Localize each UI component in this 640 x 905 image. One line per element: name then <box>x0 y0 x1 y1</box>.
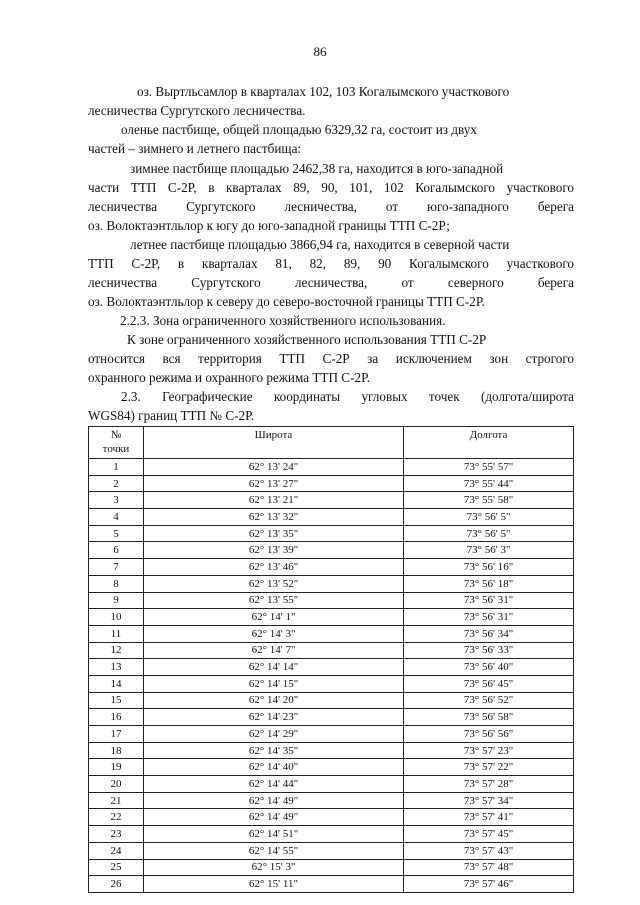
cell-point-number: 4 <box>89 509 144 526</box>
cell-latitude: 62° 14' 15" <box>144 675 404 692</box>
paragraph-line: оз. Выртльсамлор в кварталах 102, 103 Когалымского участкового <box>137 84 510 99</box>
paragraph-line: ТТП С-2Р, в кварталах 81, 82, 89, 90 Когалымского участкового <box>88 256 574 271</box>
table-row <box>89 475 574 492</box>
paragraph-line: лесничества Сургутского лесничества. <box>88 103 306 118</box>
cell-point-number: 7 <box>89 559 144 576</box>
cell-point-number: 15 <box>89 692 144 709</box>
table-row <box>89 692 574 709</box>
cell-longitude: 73° 56' 5" <box>404 509 574 526</box>
cell-latitude: 62° 13' 52" <box>144 575 404 592</box>
cell-point-number: 26 <box>89 876 144 893</box>
cell-latitude: 62° 14' 55" <box>144 842 404 859</box>
table-row <box>89 659 574 676</box>
cell-point-number: 8 <box>89 575 144 592</box>
cell-longitude: 73° 56' 45" <box>404 675 574 692</box>
cell-latitude: 62° 13' 21" <box>144 492 404 509</box>
cell-point-number: 1 <box>89 459 144 476</box>
cell-longitude: 73° 57' 45" <box>404 826 574 843</box>
cell-longitude: 73° 57' 46" <box>404 876 574 893</box>
coordinates-table <box>88 426 574 893</box>
table-row <box>89 742 574 759</box>
paragraph-line: охранного режима и охранного режима ТТП С-2Р. <box>88 370 371 385</box>
paragraph-line: зимнее пастбище площадью 2462,38 га, находится в юго-западной <box>130 161 504 176</box>
cell-longitude: 73° 56' 5" <box>404 525 574 542</box>
cell-latitude: 62° 14' 35" <box>144 742 404 759</box>
table-row <box>89 709 574 726</box>
cell-longitude: 73° 55' 44" <box>404 475 574 492</box>
cell-latitude: 62° 14' 23" <box>144 709 404 726</box>
table-row <box>89 575 574 592</box>
table-row <box>89 542 574 559</box>
cell-latitude: 62° 15' 11" <box>144 876 404 893</box>
cell-latitude: 62° 14' 49" <box>144 809 404 826</box>
paragraph-line: оз. Волоктаэнтльлор к югу до юго-западной границы ТТП С-2Р; <box>88 218 450 233</box>
cell-latitude: 62° 14' 1" <box>144 609 404 626</box>
cell-latitude: 62° 14' 14" <box>144 659 404 676</box>
section-heading: 2.2.3. Зона ограниченного хозяйственного использования. <box>120 313 446 328</box>
cell-longitude: 73° 56' 3" <box>404 542 574 559</box>
table-row <box>89 726 574 743</box>
header-longitude: Долгота <box>404 427 574 459</box>
cell-longitude: 73° 56' 33" <box>404 642 574 659</box>
cell-latitude: 62° 14' 44" <box>144 776 404 793</box>
table-row <box>89 559 574 576</box>
paragraph-line: К зоне ограниченного хозяйственного использования ТТП С-2Р <box>127 332 487 347</box>
cell-point-number: 21 <box>89 792 144 809</box>
cell-point-number: 6 <box>89 542 144 559</box>
cell-latitude: 62° 13' 24" <box>144 459 404 476</box>
cell-longitude: 73° 57' 48" <box>404 859 574 876</box>
cell-latitude: 62° 15' 3" <box>144 859 404 876</box>
cell-longitude: 73° 57' 34" <box>404 792 574 809</box>
cell-point-number: 14 <box>89 675 144 692</box>
paragraph-line: частей – зимнего и летнего пастбища: <box>88 141 302 156</box>
cell-point-number: 18 <box>89 742 144 759</box>
cell-latitude: 62° 14' 7" <box>144 642 404 659</box>
table-row <box>89 592 574 609</box>
table-row <box>89 826 574 843</box>
paragraph-line: 2.3. Географические координаты угловых точек (долгота/широта <box>121 389 574 404</box>
cell-longitude: 73° 56' 16" <box>404 559 574 576</box>
cell-latitude: 62° 13' 55" <box>144 592 404 609</box>
cell-longitude: 73° 55' 58" <box>404 492 574 509</box>
cell-latitude: 62° 13' 39" <box>144 542 404 559</box>
cell-latitude: 62° 14' 20" <box>144 692 404 709</box>
table-row <box>89 876 574 893</box>
table-header-row <box>89 427 574 459</box>
paragraph-line: лесничества Сургутского лесничества, от юго-западного берега <box>88 199 574 214</box>
cell-longitude: 73° 56' 56" <box>404 726 574 743</box>
cell-latitude: 62° 13' 46" <box>144 559 404 576</box>
cell-longitude: 73° 56' 31" <box>404 609 574 626</box>
table-row <box>89 642 574 659</box>
cell-point-number: 23 <box>89 826 144 843</box>
cell-point-number: 17 <box>89 726 144 743</box>
header-no-line2: точки <box>102 443 130 455</box>
table-row <box>89 859 574 876</box>
cell-longitude: 73° 56' 34" <box>404 625 574 642</box>
cell-latitude: 62° 14' 40" <box>144 759 404 776</box>
cell-point-number: 25 <box>89 859 144 876</box>
paragraph-line: относится вся территория ТТП С-2Р за исключением зон строгого <box>88 351 574 366</box>
table-row <box>89 509 574 526</box>
cell-point-number: 16 <box>89 709 144 726</box>
cell-point-number: 11 <box>89 625 144 642</box>
table-body <box>89 459 574 893</box>
cell-longitude: 73° 56' 52" <box>404 692 574 709</box>
paragraph-line: летнее пастбище площадью 3866,94 га, находится в северной части <box>130 237 510 252</box>
table-row <box>89 525 574 542</box>
cell-longitude: 73° 55' 57" <box>404 459 574 476</box>
cell-latitude: 62° 14' 29" <box>144 726 404 743</box>
cell-point-number: 10 <box>89 609 144 626</box>
cell-latitude: 62° 14' 3" <box>144 625 404 642</box>
table-row <box>89 625 574 642</box>
cell-point-number: 24 <box>89 842 144 859</box>
table-row <box>89 842 574 859</box>
cell-latitude: 62° 13' 35" <box>144 525 404 542</box>
cell-latitude: 62° 13' 27" <box>144 475 404 492</box>
cell-longitude: 73° 56' 31" <box>404 592 574 609</box>
cell-point-number: 2 <box>89 475 144 492</box>
paragraph-line: оз. Волоктаэнтльлор к северу до северо-восточной границы ТТП С-2Р. <box>88 294 485 309</box>
cell-latitude: 62° 13' 32" <box>144 509 404 526</box>
cell-latitude: 62° 14' 51" <box>144 826 404 843</box>
paragraph-line: WGS84) границ ТТП № С-2Р. <box>88 408 255 423</box>
cell-longitude: 73° 57' 41" <box>404 809 574 826</box>
table-row <box>89 459 574 476</box>
paragraph-line: части ТТП С-2Р, в кварталах 89, 90, 101, 102 Когалымского участкового <box>88 180 574 195</box>
cell-longitude: 73° 56' 58" <box>404 709 574 726</box>
cell-point-number: 22 <box>89 809 144 826</box>
header-no-line1: № <box>110 429 122 441</box>
paragraph-line: лесничества Сургутского лесничества, от северного берега <box>88 275 574 290</box>
cell-point-number: 9 <box>89 592 144 609</box>
cell-latitude: 62° 14' 49" <box>144 792 404 809</box>
cell-longitude: 73° 56' 40" <box>404 659 574 676</box>
table-row <box>89 609 574 626</box>
header-latitude: Широта <box>144 427 404 459</box>
cell-point-number: 13 <box>89 659 144 676</box>
page-number: 86 <box>313 44 327 59</box>
paragraph-line: оленье пастбище, общей площадью 6329,32 га, состоит из двух <box>121 122 477 137</box>
table-row <box>89 809 574 826</box>
table-row <box>89 759 574 776</box>
cell-point-number: 20 <box>89 776 144 793</box>
cell-point-number: 3 <box>89 492 144 509</box>
cell-longitude: 73° 56' 18" <box>404 575 574 592</box>
cell-longitude: 73° 57' 43" <box>404 842 574 859</box>
cell-longitude: 73° 57' 28" <box>404 776 574 793</box>
table-row <box>89 675 574 692</box>
cell-point-number: 12 <box>89 642 144 659</box>
cell-point-number: 19 <box>89 759 144 776</box>
cell-longitude: 73° 57' 23" <box>404 742 574 759</box>
table-row <box>89 492 574 509</box>
table-row <box>89 776 574 793</box>
cell-longitude: 73° 57' 22" <box>404 759 574 776</box>
cell-point-number: 5 <box>89 525 144 542</box>
table-row <box>89 792 574 809</box>
header-point-number <box>89 427 144 459</box>
